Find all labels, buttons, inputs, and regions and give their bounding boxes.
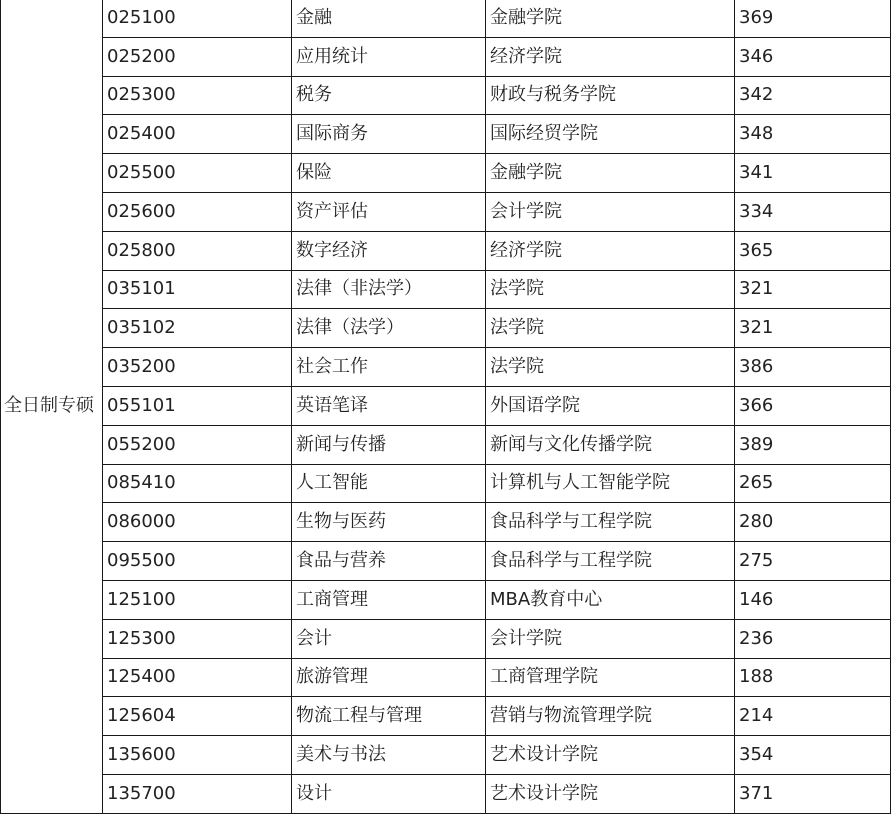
major-code-cell: 055200 <box>103 425 292 464</box>
table-row <box>1 37 891 76</box>
major-name-cell: 英语笔译 <box>292 386 486 425</box>
major-code-cell: 025300 <box>103 76 292 115</box>
major-code-cell: 085410 <box>103 464 292 503</box>
table-row <box>1 115 891 154</box>
table-row <box>1 425 891 464</box>
table-row <box>1 0 891 37</box>
major-code-cell: 125604 <box>103 697 292 736</box>
score-cell: 334 <box>735 192 891 231</box>
score-cell: 265 <box>735 464 891 503</box>
school-name-cell: 食品科学与工程学院 <box>486 503 735 542</box>
table-row <box>1 76 891 115</box>
major-name-cell: 物流工程与管理 <box>292 697 486 736</box>
score-cell: 348 <box>735 115 891 154</box>
major-code-cell: 135700 <box>103 774 292 813</box>
major-code-cell: 125400 <box>103 658 292 697</box>
score-cell: 346 <box>735 37 891 76</box>
major-code-cell: 035200 <box>103 348 292 387</box>
score-cell: 369 <box>735 0 891 37</box>
table-row <box>1 736 891 775</box>
major-name-cell: 法律（非法学） <box>292 270 486 309</box>
school-name-cell: 营销与物流管理学院 <box>486 697 735 736</box>
school-name-cell: 法学院 <box>486 309 735 348</box>
school-name-cell: 国际经贸学院 <box>486 115 735 154</box>
major-code-cell: 035101 <box>103 270 292 309</box>
table-row <box>1 774 891 813</box>
school-name-cell: 艺术设计学院 <box>486 774 735 813</box>
major-name-cell: 国际商务 <box>292 115 486 154</box>
major-code-cell: 095500 <box>103 542 292 581</box>
major-name-cell: 金融 <box>292 0 486 37</box>
school-name-cell: 计算机与人工智能学院 <box>486 464 735 503</box>
school-name-cell: 工商管理学院 <box>486 658 735 697</box>
score-cell: 280 <box>735 503 891 542</box>
major-code-cell: 025400 <box>103 115 292 154</box>
table-row <box>1 658 891 697</box>
major-name-cell: 社会工作 <box>292 348 486 387</box>
table-row <box>1 619 891 658</box>
school-name-cell: 法学院 <box>486 270 735 309</box>
table-row <box>1 231 891 270</box>
major-name-cell: 食品与营养 <box>292 542 486 581</box>
table-row <box>1 697 891 736</box>
table-row <box>1 154 891 193</box>
major-name-cell: 人工智能 <box>292 464 486 503</box>
table-row <box>1 309 891 348</box>
major-code-cell: 125300 <box>103 619 292 658</box>
major-code-cell: 035102 <box>103 309 292 348</box>
school-name-cell: 经济学院 <box>486 231 735 270</box>
program-type-cell: 全日制专硕 <box>1 0 103 813</box>
school-name-cell: 会计学院 <box>486 619 735 658</box>
table-row <box>1 580 891 619</box>
score-cell: 371 <box>735 774 891 813</box>
table-row <box>1 464 891 503</box>
major-name-cell: 新闻与传播 <box>292 425 486 464</box>
table-row <box>1 270 891 309</box>
major-name-cell: 旅游管理 <box>292 658 486 697</box>
major-name-cell: 税务 <box>292 76 486 115</box>
school-name-cell: 艺术设计学院 <box>486 736 735 775</box>
major-name-cell: 工商管理 <box>292 580 486 619</box>
major-code-cell: 135600 <box>103 736 292 775</box>
school-name-cell: 金融学院 <box>486 0 735 37</box>
score-cell: 188 <box>735 658 891 697</box>
score-cell: 354 <box>735 736 891 775</box>
score-cell: 366 <box>735 386 891 425</box>
major-code-cell: 025600 <box>103 192 292 231</box>
score-cell: 365 <box>735 231 891 270</box>
major-name-cell: 数字经济 <box>292 231 486 270</box>
major-name-cell: 生物与医药 <box>292 503 486 542</box>
table-row <box>1 542 891 581</box>
score-cell: 236 <box>735 619 891 658</box>
major-name-cell: 设计 <box>292 774 486 813</box>
major-code-cell: 025200 <box>103 37 292 76</box>
table-body <box>1 0 891 813</box>
table-row <box>1 348 891 387</box>
school-name-cell: 新闻与文化传播学院 <box>486 425 735 464</box>
school-name-cell: 会计学院 <box>486 192 735 231</box>
table-row <box>1 503 891 542</box>
major-name-cell: 保险 <box>292 154 486 193</box>
score-cell: 342 <box>735 76 891 115</box>
score-cell: 321 <box>735 309 891 348</box>
school-name-cell: 金融学院 <box>486 154 735 193</box>
score-cell: 386 <box>735 348 891 387</box>
school-name-cell: 外国语学院 <box>486 386 735 425</box>
major-name-cell: 美术与书法 <box>292 736 486 775</box>
score-cell: 389 <box>735 425 891 464</box>
major-name-cell: 会计 <box>292 619 486 658</box>
table-row <box>1 192 891 231</box>
major-code-cell: 025500 <box>103 154 292 193</box>
major-code-cell: 025800 <box>103 231 292 270</box>
school-name-cell: 财政与税务学院 <box>486 76 735 115</box>
major-name-cell: 应用统计 <box>292 37 486 76</box>
major-name-cell: 资产评估 <box>292 192 486 231</box>
school-name-cell: 食品科学与工程学院 <box>486 542 735 581</box>
score-cell: 146 <box>735 580 891 619</box>
score-cell: 321 <box>735 270 891 309</box>
major-code-cell: 025100 <box>103 0 292 37</box>
school-name-cell: 经济学院 <box>486 37 735 76</box>
major-code-cell: 055101 <box>103 386 292 425</box>
score-cell: 275 <box>735 542 891 581</box>
school-name-cell: 法学院 <box>486 348 735 387</box>
major-code-cell: 125100 <box>103 580 292 619</box>
major-code-cell: 086000 <box>103 503 292 542</box>
table-row <box>1 386 891 425</box>
school-name-cell: MBA教育中心 <box>486 580 735 619</box>
score-cell: 341 <box>735 154 891 193</box>
major-name-cell: 法律（法学） <box>292 309 486 348</box>
score-cell: 214 <box>735 697 891 736</box>
